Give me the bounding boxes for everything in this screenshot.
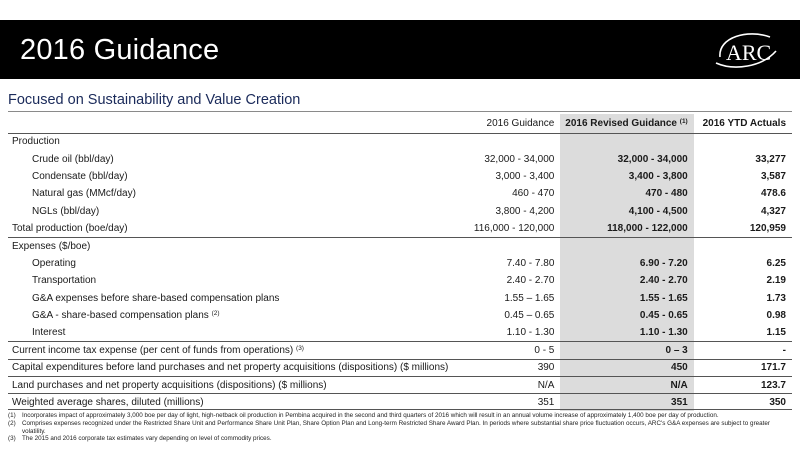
header-actuals: 2016 YTD Actuals	[694, 114, 792, 133]
cell-guidance: 3,000 - 3,400	[495, 170, 555, 182]
cell-actual: -	[694, 342, 792, 359]
row-label: Natural gas (MMcf/day)	[32, 188, 136, 200]
cell-revised: N/A	[560, 376, 693, 393]
cell-revised: 3,400 - 3,800	[560, 168, 693, 185]
header-revised-note: (1)	[679, 117, 688, 125]
cell-revised: 1.55 - 1.65	[560, 290, 693, 307]
table-row	[8, 203, 792, 220]
cell-revised: 32,000 - 34,000	[560, 150, 693, 167]
row-label: Land purchases and net property acquisitions (dispositions) ($ millions)	[8, 376, 454, 393]
footnote-number: (2)	[8, 419, 16, 427]
cell-guidance: 2.40 - 2.70	[506, 275, 555, 287]
cell-guidance: 32,000 - 34,000	[484, 153, 555, 165]
cell-actual: 33,277	[755, 153, 786, 165]
slide-header	[0, 20, 800, 79]
footnote-ref: (2)	[211, 310, 220, 318]
row-label: Crude oil (bbl/day)	[32, 153, 114, 165]
logo-text: ARC	[726, 40, 772, 65]
cell-actual: 478.6	[760, 188, 786, 200]
cell-guidance: 390	[454, 359, 560, 376]
guidance-table	[8, 114, 792, 411]
row-label: G&A expenses before share-based compensation plans	[32, 292, 280, 304]
footnote	[8, 420, 792, 436]
footnote	[8, 435, 792, 443]
cell-revised: 2.40 - 2.70	[560, 272, 693, 289]
cell-actual: 350	[694, 394, 792, 411]
cell-revised: 4,100 - 4,500	[560, 203, 693, 220]
footnote-number: (1)	[8, 412, 16, 419]
footnote-text: The 2015 and 2016 corporate tax estimates vary depending on level of commodity prices.	[22, 435, 272, 443]
footnotes	[8, 409, 792, 443]
section-heading-row	[8, 237, 792, 254]
subtitle: Focused on Sustainability and Value Creation	[8, 92, 301, 108]
production-heading: Production	[12, 136, 60, 148]
header-revised	[560, 114, 693, 133]
row-label: Current income tax expense (per cent of funds from operations)	[12, 344, 294, 356]
footnote-text: Comprises expenses recognized under the Restricted Share Unit and Performance Share Unit Plan, Share Option Plan and Long-term Restricted Share Award Plan. In periods where substantial share price fluctuation occurs, ARC's G&A expenses are subject to greater volatility.	[22, 419, 771, 435]
arc-logo	[700, 27, 786, 73]
tax-row	[8, 342, 792, 359]
cell-revised: 118,000 - 122,000	[560, 220, 693, 237]
cell-revised: 1.10 - 1.30	[560, 324, 693, 341]
slide-title: 2016 Guidance	[20, 34, 220, 66]
table-row	[8, 307, 792, 324]
row-label: Transportation	[32, 275, 97, 287]
footnote-text: Incorporates impact of approximately 3,000 boe per day of light, high-netback oil production in Pembina acquired in the second and third quarters of 2016 which will result in an annual volume increase of approximately 1,400 boe per day of production.	[22, 412, 719, 419]
expenses-heading: Expenses ($/boe)	[8, 237, 454, 254]
row-label-cell	[8, 342, 454, 359]
row-label: G&A - share-based compensation plans	[32, 310, 209, 322]
row-label: NGLs (bbl/day)	[32, 205, 100, 217]
footnote-number: (3)	[8, 435, 16, 443]
cell-actual: 2.19	[766, 275, 786, 287]
cell-actual: 1.15	[766, 327, 786, 339]
cell-guidance: 7.40 - 7.80	[506, 257, 555, 269]
table-row	[8, 272, 792, 289]
cell-revised: 351	[560, 394, 693, 411]
divider	[8, 111, 792, 112]
header-guidance: 2016 Guidance	[454, 114, 560, 133]
cell-actual: 123.7	[694, 376, 792, 393]
cell-guidance: 0.45 – 0.65	[504, 310, 555, 322]
footnote	[8, 412, 792, 420]
header-blank	[8, 114, 454, 133]
table-row	[8, 168, 792, 185]
row-label: Operating	[32, 257, 76, 269]
row-label: Total production (boe/day)	[12, 222, 128, 234]
cell-actual: 120,959	[749, 222, 786, 234]
cell-actual: 1.73	[766, 292, 786, 304]
cell-revised: 6.90 - 7.20	[560, 255, 693, 272]
cell-guidance: 351	[454, 394, 560, 411]
cell-guidance: 0 - 5	[454, 342, 560, 359]
land-row	[8, 376, 792, 393]
table-row	[8, 185, 792, 202]
total-row	[8, 220, 792, 237]
cell-guidance: 3,800 - 4,200	[495, 205, 555, 217]
table-row	[8, 324, 792, 341]
footnote-ref: (3)	[296, 344, 304, 352]
row-label-cell	[8, 307, 454, 324]
cell-revised: 0 – 3	[560, 342, 693, 359]
cell-actual: 3,587	[760, 170, 786, 182]
row-label: Interest	[32, 327, 66, 339]
row-label: Weighted average shares, diluted (millions)	[8, 394, 454, 411]
row-label: Capital expenditures before land purchases and net property acquisitions (dispositions) ($ millions)	[8, 359, 454, 376]
cell-actual: 4,327	[760, 205, 786, 217]
top-strip	[0, 0, 800, 20]
row-label: Condensate (bbl/day)	[32, 170, 128, 182]
cell-guidance: 1.10 - 1.30	[506, 327, 555, 339]
cell-guidance: N/A	[454, 376, 560, 393]
cell-revised: 0.45 - 0.65	[560, 307, 693, 324]
header-revised-label: 2016 Revised Guidance	[565, 117, 677, 129]
table-header-row	[8, 114, 792, 133]
section-heading-row	[8, 133, 792, 150]
cell-guidance: 1.55 – 1.65	[504, 292, 555, 304]
table-row	[8, 290, 792, 307]
table-row	[8, 150, 792, 167]
cell-revised: 450	[560, 359, 693, 376]
cell-actual: 6.25	[766, 257, 786, 269]
capex-row	[8, 359, 792, 376]
cell-guidance: 460 - 470	[512, 188, 555, 200]
cell-revised: 470 - 480	[560, 185, 693, 202]
table-row	[8, 255, 792, 272]
cell-actual: 0.98	[766, 310, 786, 322]
cell-guidance: 116,000 - 120,000	[473, 222, 555, 234]
cell-actual: 171.7	[694, 359, 792, 376]
